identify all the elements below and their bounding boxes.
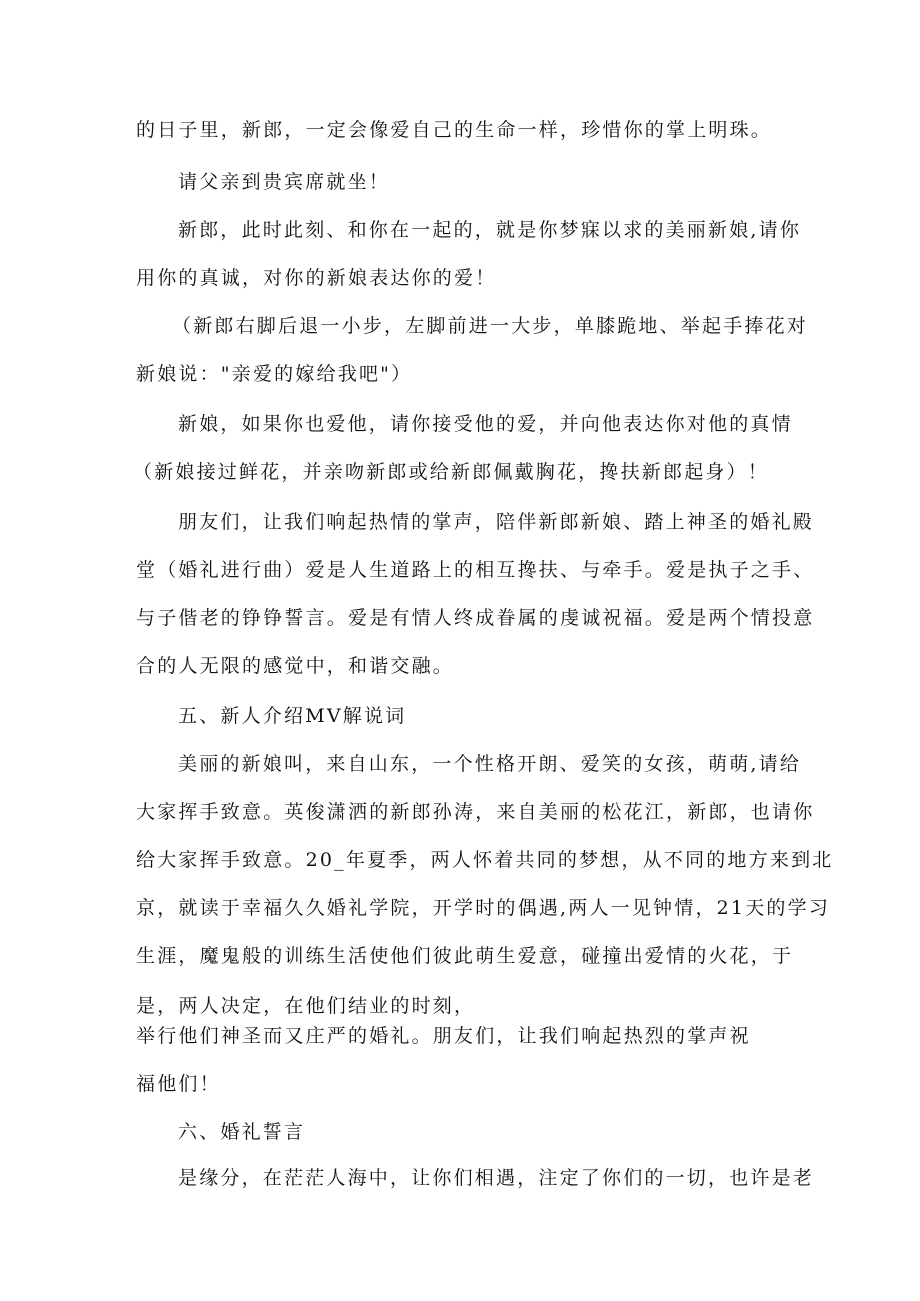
paragraph-line: 是缘分，在茫茫人海中，让你们相遇，注定了你们的一切，也许是老 <box>178 1167 815 1189</box>
paragraph-line: 与子偕老的铮铮誓言。爱是有情人终成眷属的虔诚祝福。爱是两个情投意 <box>136 607 815 629</box>
paragraph-line: 朋友们，让我们响起热情的掌声，陪伴新郎新娘、踏上神圣的婚礼殿 <box>178 511 815 533</box>
paragraph-line: 大家挥手致意。英俊潇洒的新郎孙涛，来自美丽的松花江，新郎，也请你 <box>136 801 815 823</box>
paragraph-line: 合的人无限的感觉中，和谐交融。 <box>136 655 455 677</box>
paragraph-line: 新娘说："亲爱的嫁给我吧"） <box>136 363 413 385</box>
section-heading: 六、婚礼誓言 <box>178 1121 306 1143</box>
paragraph-line: 用你的真诚，对你的新娘表达你的爱！ <box>136 267 497 289</box>
paragraph-line: 生涯，魔鬼般的训练生活使他们彼此萌生爱意，碰撞出爱情的火花，于 <box>136 945 794 967</box>
paragraph-line: 美丽的新娘叫，来自山东，一个性格开朗、爱笑的女孩，萌萌,请给 <box>178 753 802 775</box>
paragraph-line: 给大家挥手致意。20_年夏季，两人怀着共同的梦想，从不同的地方来到北 <box>136 849 834 871</box>
paragraph-line: 新娘，如果你也爱他，请你接受他的爱，并向他表达你对他的真情 <box>178 413 793 435</box>
paragraph-line: 举行他们神圣而又庄严的婚礼。朋友们，让我们响起热烈的掌声祝 <box>136 1025 751 1047</box>
paragraph-line: （新娘接过鲜花，并亲吻新郎或给新郎佩戴胸花，搀扶新郎起身）！ <box>133 461 770 483</box>
paragraph-line: 新郎，此时此刻、和你在一起的，就是你梦寐以求的美丽新娘,请你 <box>178 219 802 241</box>
paragraph-line: 京，就读于幸福久久婚礼学院，开学时的偶遇,两人一见钟情，21天的学习 <box>136 897 831 919</box>
paragraph-line: 请父亲到贵宾席就坐！ <box>178 171 391 193</box>
paragraph-line: 是，两人决定，在他们结业的时刻， <box>136 995 476 1017</box>
paragraph-line: （新郎右脚后退一小步，左脚前进一大步，单膝跪地、举起手捧花对 <box>172 315 809 337</box>
paragraph-line: 福他们！ <box>136 1073 221 1095</box>
paragraph-line: 堂（婚礼进行曲）爱是人生道路上的相互搀扶、与牵手。爱是执子之手、 <box>136 559 815 581</box>
section-heading: 五、新人介绍MV解说词 <box>178 705 407 727</box>
paragraph-line: 的日子里，新郎，一定会像爱自己的生命一样，珍惜你的掌上明珠。 <box>136 119 773 141</box>
